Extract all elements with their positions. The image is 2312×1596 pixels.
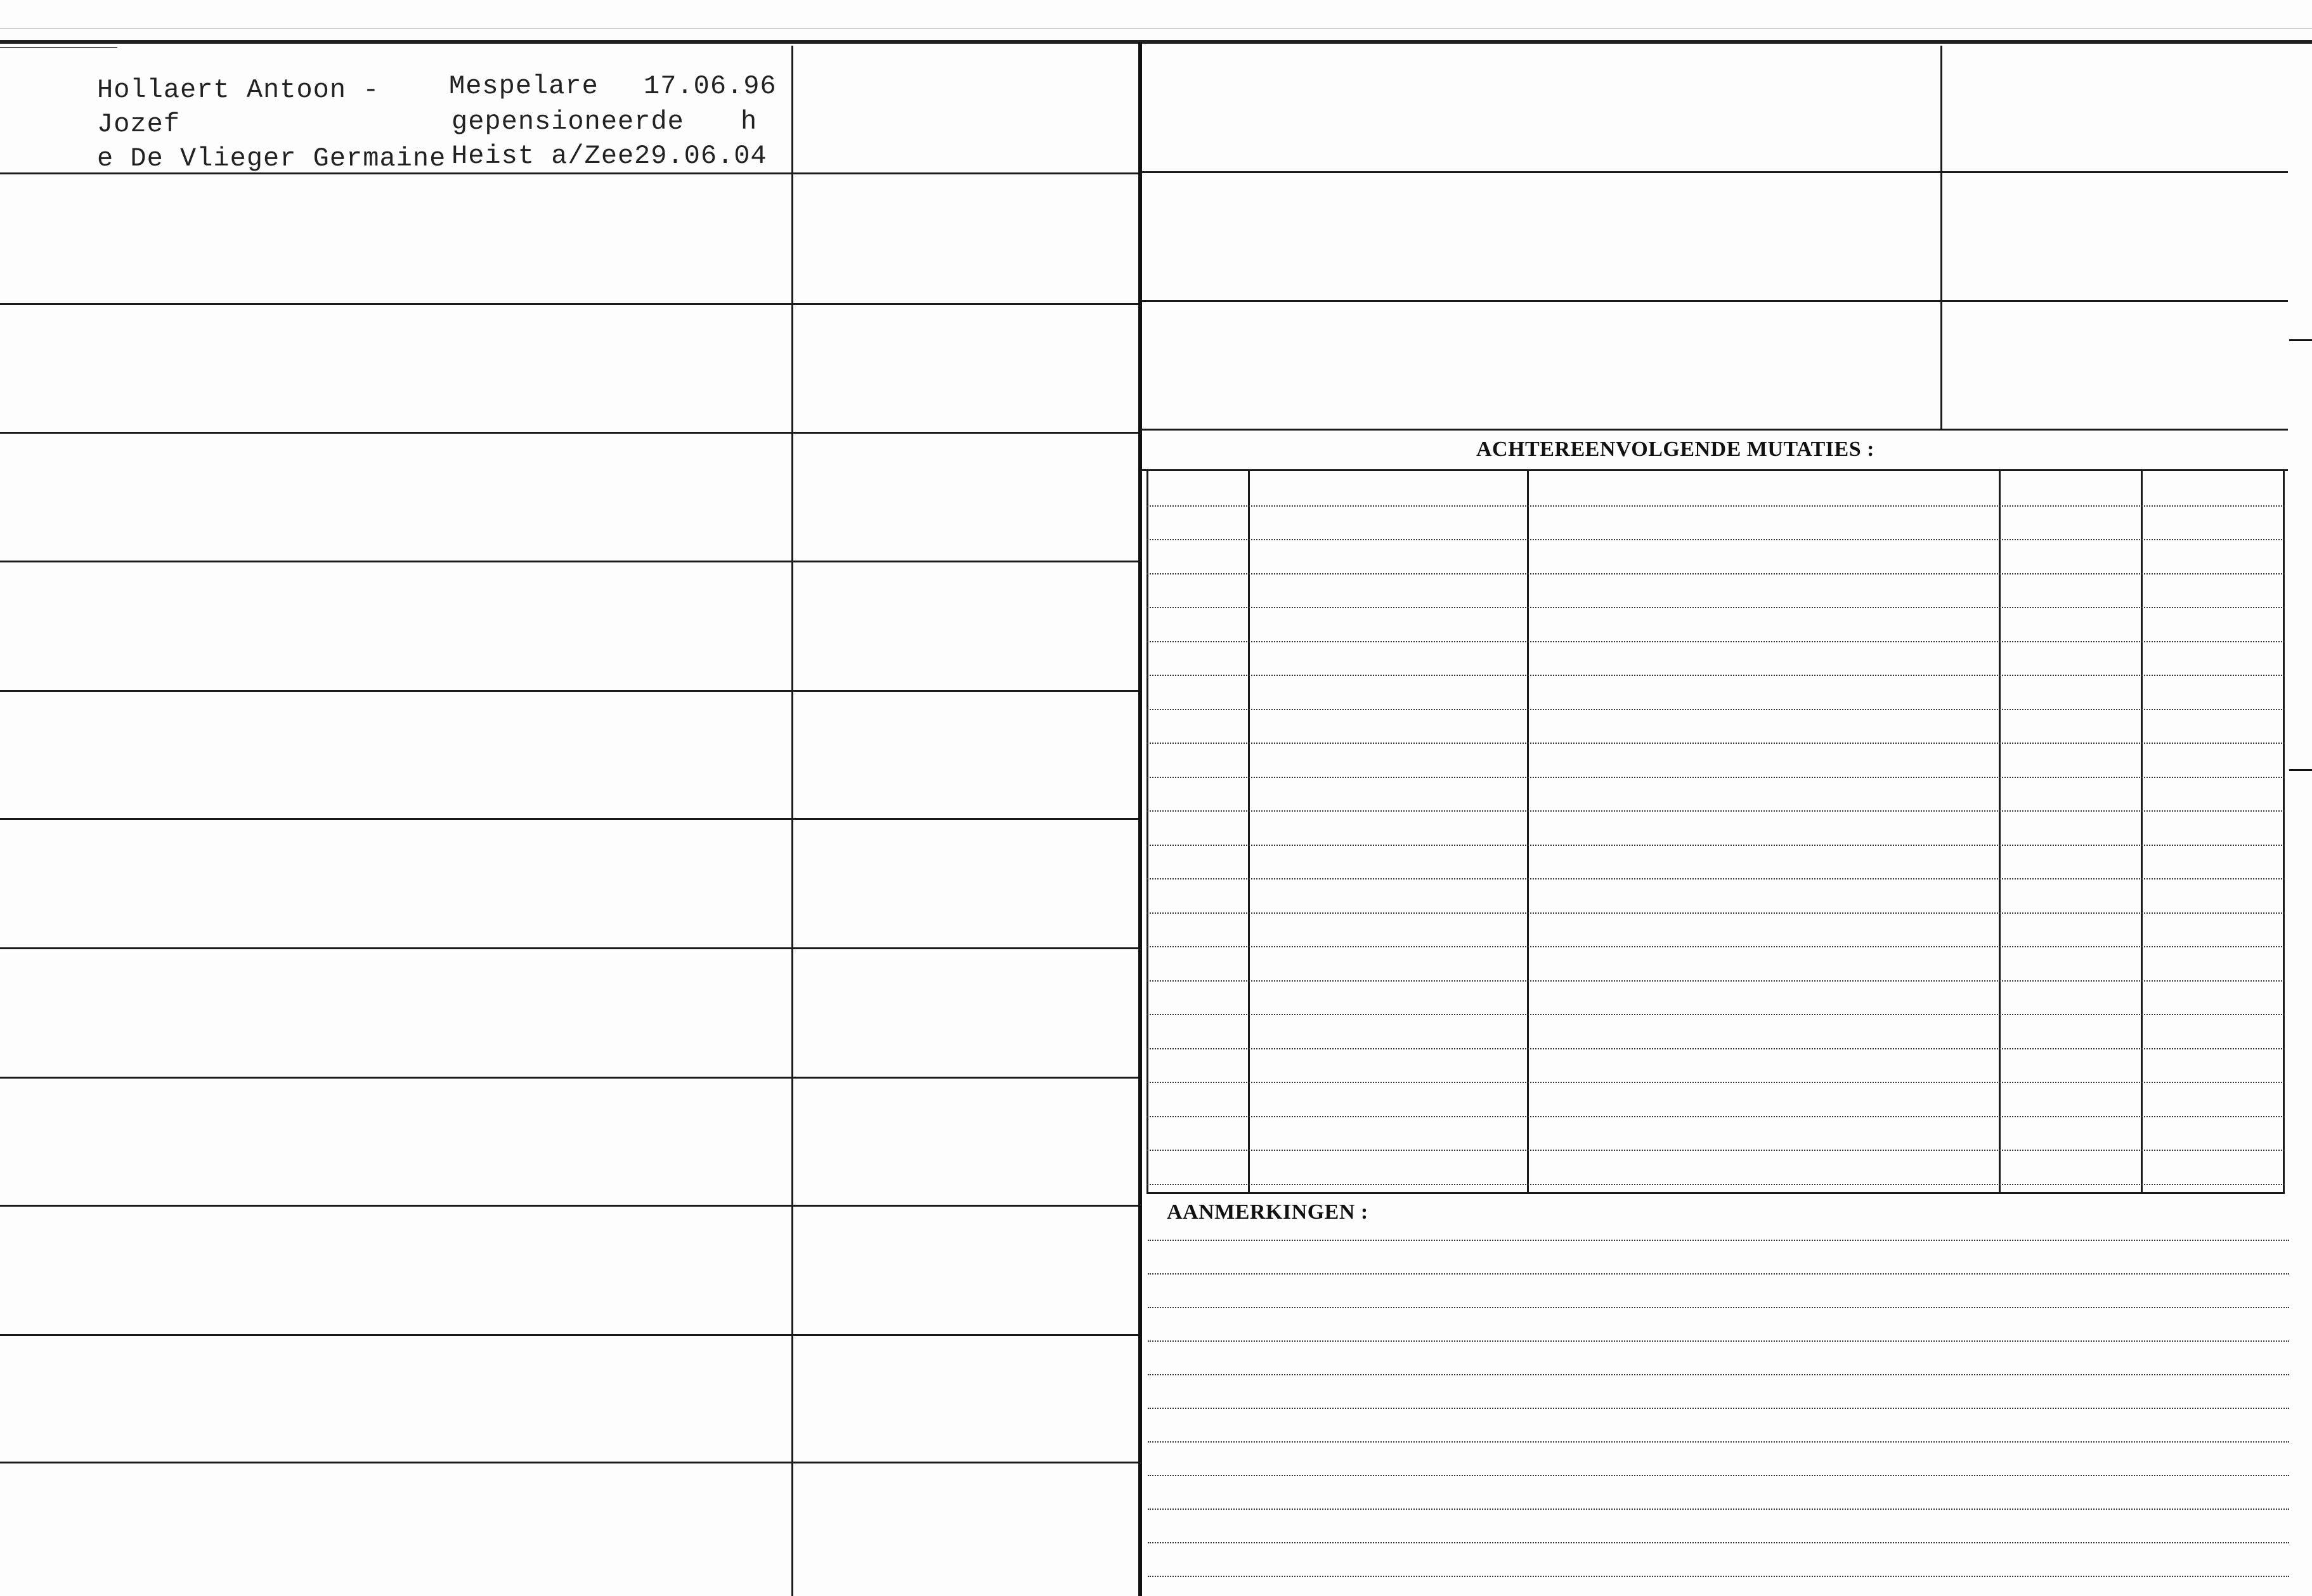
date-line-2: 29.06.04 (634, 141, 767, 171)
mutations-row-line (1146, 980, 2285, 982)
mutations-row-line (1146, 675, 2285, 676)
middle-row-line (793, 303, 1138, 305)
mutations-row-line (1146, 777, 2285, 778)
mutations-row-line (1146, 845, 2285, 846)
mutations-top-line (1140, 469, 2288, 471)
place-line-2: Heist a/Zee (451, 141, 635, 171)
mutations-row-line (1146, 573, 2285, 574)
left-row-line (0, 1462, 791, 1463)
mutations-column-line (2141, 471, 2143, 1192)
date-line-1: 17.06.96 (644, 71, 777, 101)
mutations-row-line (1146, 539, 2285, 540)
mutations-column-line (1527, 471, 1529, 1192)
left-row-line (0, 690, 791, 692)
remarks-line (1148, 1542, 2289, 1543)
left-row-line (0, 303, 791, 305)
left-row-line (0, 432, 791, 434)
middle-row-line (793, 172, 1138, 174)
remarks-line (1148, 1408, 2289, 1409)
left-row-line (0, 1334, 791, 1336)
mutations-column-line (1248, 471, 1250, 1192)
remarks-line (1148, 1307, 2289, 1308)
remarks-line (1148, 1340, 2289, 1342)
place-line-1: Mespelare (449, 71, 599, 101)
remarks-heading: AANMERKINGEN : (1167, 1200, 1368, 1224)
middle-row-line (793, 690, 1138, 692)
remarks-line (1148, 1441, 2289, 1443)
left-row-line (0, 1077, 791, 1079)
center-divider (1138, 42, 1142, 1596)
right-row-line (1140, 300, 2288, 302)
middle-row-line (793, 561, 1138, 562)
mutations-row-line (1146, 1014, 2285, 1015)
mutations-row-line (1146, 505, 2285, 507)
left-row-line (0, 1205, 791, 1207)
middle-row-line (793, 432, 1138, 434)
remarks-line (1148, 1475, 2289, 1476)
mutations-row-line (1146, 641, 2285, 642)
middle-row-line (793, 1334, 1138, 1336)
remarks-line (1148, 1240, 2289, 1241)
remarks-line (1148, 1576, 2289, 1577)
top-left-rule (0, 47, 117, 48)
mutations-column-line (1999, 471, 2001, 1192)
spouse-line: e De Vlieger Germaine (97, 143, 446, 174)
right-row-line (1140, 171, 2288, 173)
occupation: gepensioneerde (451, 107, 684, 137)
margin-tick (2289, 769, 2312, 771)
mutations-column-line (1146, 471, 1148, 1192)
middle-row-line (793, 1077, 1138, 1079)
mutations-row-line (1146, 1184, 2285, 1185)
mutations-row-line (1146, 912, 2285, 914)
mutations-row-line (1146, 810, 2285, 812)
top-thick-rule (0, 40, 2312, 44)
margin-tick (2289, 339, 2312, 341)
middle-row-line (793, 818, 1138, 820)
left-row-line (0, 947, 791, 949)
mutations-row-line (1146, 743, 2285, 744)
mutations-row-line (1146, 878, 2285, 879)
left-column-divider (791, 46, 793, 1596)
mark: h (741, 107, 758, 137)
name-line-2: Jozef (97, 109, 181, 139)
mutations-heading: ACHTEREENVOLGENDE MUTATIES : (1476, 438, 1874, 461)
remarks-line (1148, 1273, 2289, 1275)
mutations-row-line (1146, 607, 2285, 608)
mutations-bottom-line (1146, 1192, 2285, 1194)
mutations-row-line (1146, 1082, 2285, 1083)
right-row-line (1140, 429, 2288, 431)
mutations-row-line (1146, 946, 2285, 947)
left-row-line (0, 561, 791, 562)
left-row-line (0, 818, 791, 820)
mutations-column-line (2283, 471, 2285, 1192)
name-line-1: Hollaert Antoon - (97, 75, 380, 105)
mutations-row-line (1146, 1048, 2285, 1049)
mutations-row-line (1146, 709, 2285, 710)
mutations-row-line (1146, 1116, 2285, 1117)
middle-row-line (793, 1205, 1138, 1207)
middle-row-line (793, 947, 1138, 949)
remarks-line (1148, 1374, 2289, 1375)
right-upper-divider (1940, 46, 1942, 430)
middle-row-line (793, 1462, 1138, 1463)
mutations-row-line (1146, 1150, 2285, 1151)
remarks-line (1148, 1508, 2289, 1510)
